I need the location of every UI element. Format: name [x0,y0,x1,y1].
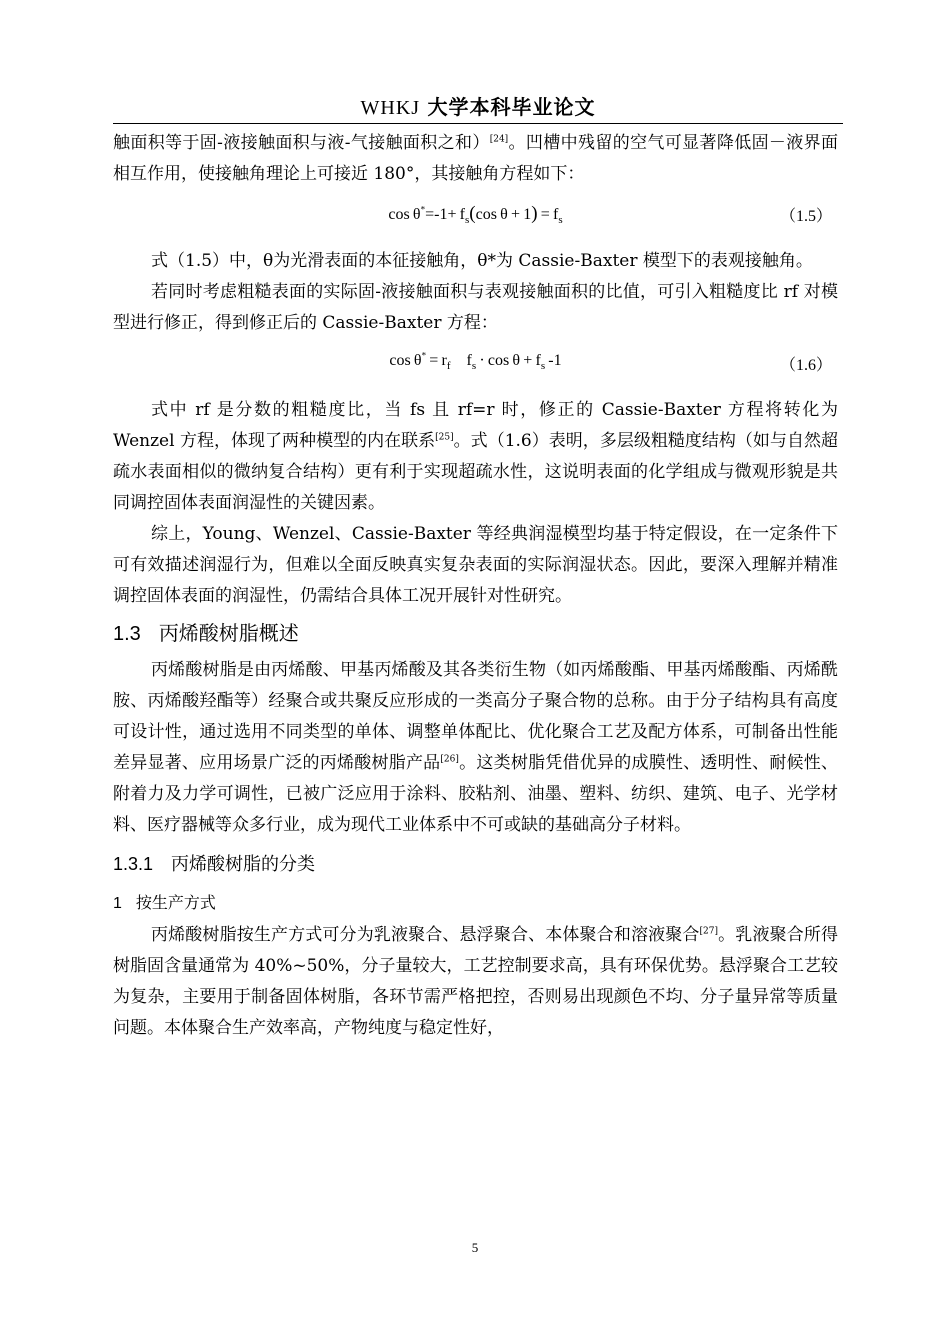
page-number: 5 [471,1240,479,1255]
header-rule [113,123,843,124]
paragraph: 式中 rf 是分数的粗糙度比，当 fs 且 rf=r 时，修正的 Cassie-Baxter 方程将转化为 Wenzel 方程，体现了两种模型的内在联系[25]。式（1.6）表明，多层级粗糙度结构（如与自然超疏水表面相似的微纳复合结构）更有利于实现超疏水性，这说明表面的化学组成与微观形貌是共同调控固体表面润湿性的关键因素。 [113,400,838,513]
header-title: 大学本科毕业论文 [427,95,596,119]
citation-24: [24] [489,134,509,145]
paragraph: 丙烯酸树脂按生产方式可分为乳液聚合、悬浮聚合、本体聚合和溶液聚合[27]。乳液聚合所得树脂固含量通常为 40%~50%，分子量较大，工艺控制要求高，具有环保优势。悬浮聚合工艺较为复杂，主要用于制备固体树脂，各环节需严格把控，否则易出现颜色不均、分子量异常等质量问题。本体聚合生产效率高，产物纯度与稳定性好， [113,925,839,1038]
equation-1-5 [113,190,838,246]
paragraph: 综上，Young、Wenzel、Cassie-Baxter 等经典润湿模型均基于特定假设，在一定条件下可有效描述润湿行为，但难以全面反映真实复杂表面的实际润湿状态。因此，要深入理解并精准调控固体表面的润湿性，仍需结合具体工况开展针对性研究。 [113,524,838,606]
citation-26: [26] [440,754,459,765]
section-heading-1-3: 1.3 丙烯酸树脂概述 [113,621,299,645]
header-latin: WHKJ [360,97,421,119]
paragraph: 若同时考虑粗糙表面的实际固-液接触面积与表观接触面积的比值，可引入粗糙度比 rf 对模型进行修正，得到修正后的 Cassie-Baxter 方程： [113,282,838,333]
subsection-heading-1: 1 按生产方式 [113,893,216,912]
equation-number: （1.5） [779,208,832,225]
page-header [113,92,843,123]
citation-27: [27] [699,926,719,937]
paragraph: 式（1.5）中，θ为光滑表面的本征接触角，θ*为 Cassie-Baxter 模型下的表观接触角。 [151,251,813,271]
page-body [113,128,838,1044]
paragraph: 丙烯酸树脂是由丙烯酸、甲基丙烯酸及其各类衍生物（如丙烯酸酯、甲基丙烯酸酯、丙烯酰胺、丙烯酸羟酯等）经聚合或共聚反应形成的一类高分子聚合物的总称。由于分子结构具有高度可设计性，通过选用不同类型的单体、调整单体配比、优化聚合工艺及配方体系，可制备出性能差异显著、应用场景广泛的丙烯酸树脂产品[26]。这类树脂凭借优异的成膜性、透明性、耐候性、附着力及力学可调性，已被广泛应用于涂料、胶粘剂、油墨、塑料、纺织、建筑、电子、光学材料、医疗器械等众多行业，成为现代工业体系中不可或缺的基础高分子材料。 [113,660,839,835]
section-heading-1-3-1: 1.3.1 丙烯酸树脂的分类 [113,854,316,875]
equation-expression: $\cos \theta^* = r_f$ $f_s \cdot \cos \theta + f_s$ -1 [389,350,562,373]
paragraph-continuation: 触面积等于固-液接触面积与液-气接触面积之和）[24]。凹槽中残留的空气可显著降低固－液界面相互作用，使接触角理论上可接近 180°，其接触角方程如下： [113,133,838,184]
citation-25: [25] [435,432,454,443]
equation-expression: $\cos \theta^*=-1+ f_s(\cos$ $\theta + 1) = f_s$ [388,203,563,227]
equation-1-6 [113,339,838,395]
equation-number: （1.6） [779,357,832,374]
